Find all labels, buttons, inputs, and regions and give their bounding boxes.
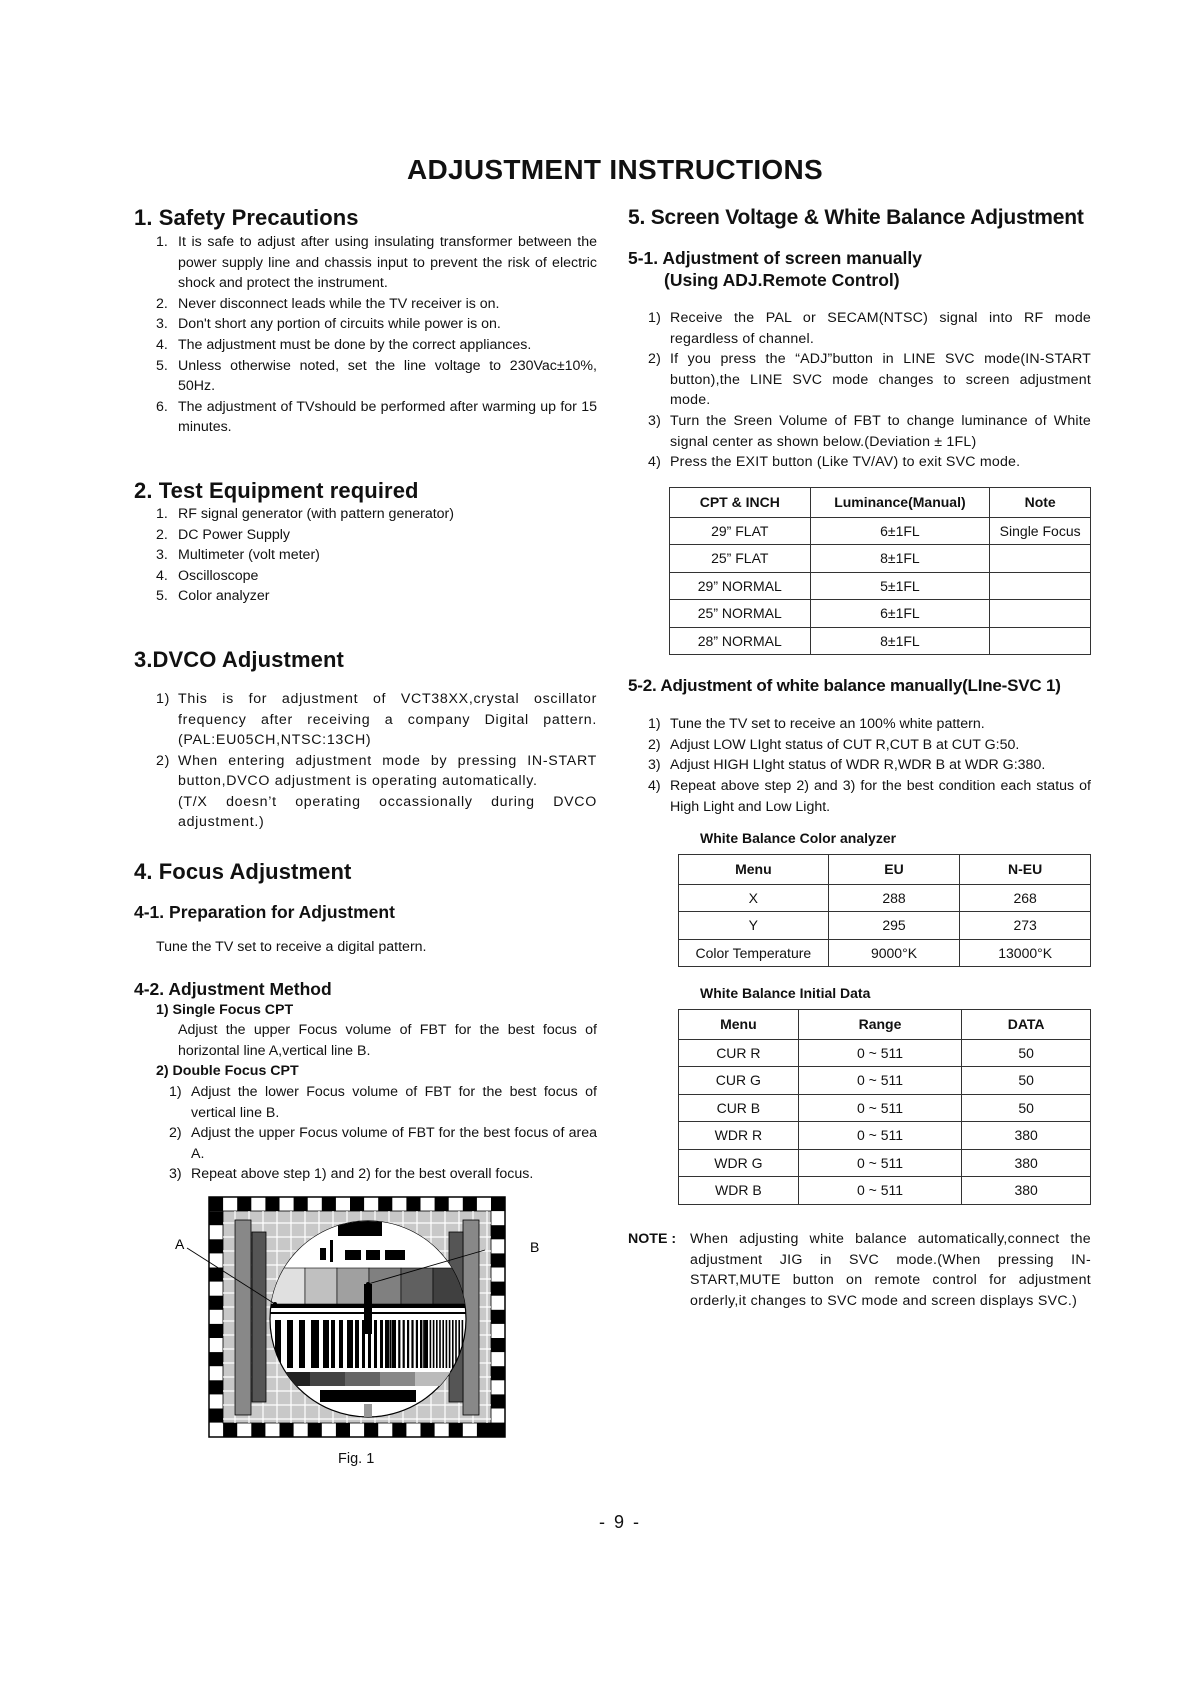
table-cell: 0 ~ 511 [798, 1122, 962, 1150]
table-header-row [679, 854, 1091, 884]
list-number: 1) [169, 1084, 182, 1101]
list-text: Adjust HIGH LIght status of WDR R,WDR B at WDR G:380. [670, 757, 1046, 774]
sub2-heading: 5-2. Adjustment of white balance manually(LIne-SVC 1) [628, 676, 1061, 696]
list-number: 1) [648, 716, 661, 733]
focus-heading: 4. Focus Adjustment [134, 859, 352, 885]
table-cell: 295 [828, 912, 960, 940]
list-text: Receive the PAL or SECAM(NTSC) signal into RF mode regardless of channel. [670, 310, 1091, 347]
list-item [648, 755, 1091, 776]
list-item [156, 232, 597, 294]
table-cell: 9000°K [828, 939, 960, 967]
table-cell: 0 ~ 511 [798, 1039, 962, 1067]
method-heading: 4-2. Adjustment Method [134, 978, 332, 999]
list-item [156, 566, 597, 587]
list-text: The adjustment of TVshould be performed after warming up for 15 minutes. [178, 398, 597, 436]
figure-caption: Fig. 1 [338, 1451, 375, 1467]
table-cell: 13000°K [960, 939, 1091, 967]
screen-heading: 5. Screen Voltage & White Balance Adjustment [628, 206, 1084, 229]
table-header-cell: Note [990, 487, 1091, 517]
list-text: When entering adjustment mode by pressing IN-START button,DVCO adjustment is operating automatically. [178, 752, 597, 790]
sub1-heading: 5-1. Adjustment of screen manually [628, 248, 923, 268]
list-number: 2) [156, 752, 171, 769]
double-focus-list [169, 1082, 597, 1185]
table-header-cell: Menu [679, 854, 829, 884]
table-header-cell: EU [828, 854, 960, 884]
white-balance-analyzer-table [678, 854, 1091, 968]
table-cell: 380 [962, 1177, 1091, 1205]
list-text: RF signal generator (with pattern generator) [178, 505, 455, 522]
table-cell: 273 [960, 912, 1091, 940]
label-a: A [175, 1236, 185, 1252]
table-row [679, 1149, 1091, 1177]
table-cell: 29” NORMAL [670, 572, 811, 600]
table-cell: 50 [962, 1067, 1091, 1095]
list-item [156, 504, 597, 525]
table-cell: 29” FLAT [670, 517, 811, 545]
right-column [628, 205, 1091, 1311]
table-header-cell: DATA [962, 1009, 1091, 1039]
list-item [648, 452, 1091, 473]
label-b: B [530, 1239, 540, 1255]
left-column [134, 205, 597, 1185]
sub1-heading-line2: (Using ADJ.Remote Control) [664, 270, 900, 290]
list-number: 1) [156, 690, 171, 707]
list-number: 2. [156, 295, 168, 312]
list-number: 5. [156, 357, 168, 374]
table-cell: WDR R [679, 1122, 799, 1150]
table-row [679, 1067, 1091, 1095]
table-header-cell: N-EU [960, 854, 1091, 884]
note-text: When adjusting white balance automatically,connect the adjustment JIG in SVC mode.(When pressing IN-START,MUTE button on remote control for adjustment orderly,it changes to SVC mode and screen displays SVC.) [690, 1230, 1091, 1309]
list-item [648, 308, 1091, 349]
table-cell: 50 [962, 1039, 1091, 1067]
list-item [648, 349, 1091, 411]
list-text: Adjust LOW LIght status of CUT R,CUT B at CUT G:50. [670, 736, 1020, 753]
list-number: 2. [156, 526, 168, 543]
list-text: Don't short any portion of circuits while power is on. [178, 316, 501, 333]
table-cell: WDR G [679, 1149, 799, 1177]
list-number: 2) [648, 736, 661, 753]
table-cell: X [679, 884, 829, 912]
table-cell: Y [679, 912, 829, 940]
list-text: It is safe to adjust after using insulating transformer between the power supply line and chassis input to prevent the risk of electric shock and protect the instrument. [178, 234, 597, 292]
table-cell: 268 [960, 884, 1091, 912]
list-number: 3. [156, 316, 168, 333]
list-item [156, 689, 597, 751]
table-row [670, 545, 1091, 573]
table-header-row [670, 487, 1091, 517]
table-header-cell: CPT & INCH [670, 487, 811, 517]
list-item [156, 397, 597, 438]
list-item [156, 314, 597, 335]
list-text: Oscilloscope [178, 567, 259, 584]
prep-heading: 4-1. Preparation for Adjustment [134, 902, 395, 923]
list-item [169, 1123, 597, 1164]
double-focus-label: 2) Double Focus CPT [156, 1063, 299, 1080]
list-text: Turn the Sreen Volume of FBT to change luminance of White signal center as shown below.(Deviation ± 1FL) [670, 412, 1091, 450]
table-cell: 8±1FL [810, 545, 990, 573]
table-cell: 6±1FL [810, 600, 990, 628]
table-cell: 50 [962, 1094, 1091, 1122]
note-block [628, 1229, 1091, 1311]
table-row [670, 627, 1091, 655]
list-text: Adjust the lower Focus volume of FBT for the best focus of vertical line B. [191, 1084, 597, 1121]
table-cell: 8±1FL [810, 627, 990, 655]
screen-steps-list [648, 308, 1091, 473]
list-number: 5. [156, 588, 168, 605]
page-title: ADJUSTMENT INSTRUCTIONS [406, 154, 824, 185]
list-item [648, 411, 1091, 452]
init-table-caption: White Balance Initial Data [700, 985, 871, 1002]
list-number: 2) [169, 1125, 182, 1142]
list-number: 2) [648, 351, 662, 368]
table-cell: 0 ~ 511 [798, 1067, 962, 1095]
list-item [156, 335, 597, 356]
list-number: 1) [648, 310, 662, 326]
list-number: 3. [156, 547, 168, 564]
table-cell: 0 ~ 511 [798, 1177, 962, 1205]
table-cell: 0 ~ 511 [798, 1149, 962, 1177]
list-text: Repeat above step 2) and 3) for the best condition each status of High Light and Low Light. [670, 778, 1091, 815]
table-cell: 5±1FL [810, 572, 990, 600]
list-text: DC Power Supply [178, 526, 290, 543]
safety-list [156, 232, 597, 438]
list-number: 3) [169, 1166, 182, 1183]
table-cell [990, 627, 1091, 655]
list-item [156, 294, 597, 315]
wb-table-caption: White Balance Color analyzer [700, 830, 897, 847]
table-cell: Color Temperature [679, 939, 829, 967]
table-header-row [679, 1009, 1091, 1039]
list-item [156, 586, 597, 607]
list-item [169, 1082, 597, 1123]
list-text: Adjust the upper Focus volume of FBT for the best focus of area A. [191, 1125, 597, 1162]
table-cell: CUR G [679, 1067, 799, 1095]
list-number: 1. [156, 234, 168, 250]
list-item [648, 714, 1091, 735]
table-cell: 380 [962, 1149, 1091, 1177]
list-item [156, 545, 597, 566]
white-balance-steps-list [648, 714, 1091, 817]
list-text: Unless otherwise noted, set the line voltage to 230Vac±10%, 50Hz. [178, 357, 597, 395]
list-number: 4. [156, 336, 168, 353]
list-item [156, 356, 597, 397]
table-row [670, 600, 1091, 628]
table-cell: 0 ~ 511 [798, 1094, 962, 1122]
list-number: 4) [648, 454, 662, 471]
list-text: Tune the TV set to receive an 100% white pattern. [670, 716, 985, 733]
table-header-cell: Menu [679, 1009, 799, 1039]
list-item [156, 751, 597, 792]
list-number: 1. [156, 505, 168, 522]
list-number: 3) [648, 412, 662, 429]
table-row [670, 572, 1091, 600]
table-cell: 288 [828, 884, 960, 912]
table-cell [990, 600, 1091, 628]
table-cell [990, 545, 1091, 573]
page-number: - 9 - [598, 1512, 641, 1532]
table-cell: Single Focus [990, 517, 1091, 545]
list-number: 3) [648, 757, 661, 774]
table-row [679, 1094, 1091, 1122]
table-row [679, 912, 1091, 940]
list-text: This is for adjustment of VCT38XX,crystal oscillator frequency after receiving a company Digital pattern.(PAL:EU05CH,NTSC:13CH) [178, 690, 597, 749]
list-text: Repeat above step 1) and 2) for the best overall focus. [191, 1166, 534, 1183]
list-number: 4) [648, 778, 661, 795]
dvco-list [156, 689, 597, 792]
prep-text: Tune the TV set to receive a digital pattern. [156, 939, 427, 956]
list-number: 4. [156, 567, 168, 584]
dvco-heading: 3.DVCO Adjustment [134, 646, 344, 672]
single-focus-text: Adjust the upper Focus volume of FBT for the best focus of horizontal line A,vertical line B. [178, 1022, 597, 1059]
table-cell: 25” FLAT [670, 545, 811, 573]
table-row [679, 1039, 1091, 1067]
equipment-list [156, 504, 597, 607]
table-cell: CUR B [679, 1094, 799, 1122]
table-cell: 28” NORMAL [670, 627, 811, 655]
list-text: The adjustment must be done by the correct appliances. [178, 336, 532, 353]
list-text: Multimeter (volt meter) [178, 547, 320, 564]
table-cell: 380 [962, 1122, 1091, 1150]
table-row [679, 939, 1091, 967]
white-balance-initial-table [678, 1009, 1091, 1205]
equipment-heading: 2. Test Equipment required [134, 477, 419, 503]
safety-heading: 1. Safety Precautions [134, 205, 359, 230]
dvco-extra: (T/X doesn’t operating occassionally during DVCO adjustment.) [178, 793, 597, 831]
table-header-cell: Luminance(Manual) [810, 487, 990, 517]
table-cell: WDR B [679, 1177, 799, 1205]
table-row [679, 1177, 1091, 1205]
list-text: Never disconnect leads while the TV receiver is on. [178, 295, 500, 312]
table-cell [990, 572, 1091, 600]
list-item [156, 525, 597, 546]
table-cell: CUR R [679, 1039, 799, 1067]
list-text: Press the EXIT button (Like TV/AV) to exit SVC mode. [670, 454, 1021, 471]
list-number: 6. [156, 398, 168, 415]
note-label: NOTE : [628, 1230, 677, 1247]
table-cell: 6±1FL [810, 517, 990, 545]
list-item [648, 735, 1091, 756]
list-item [648, 776, 1091, 817]
table-row [670, 517, 1091, 545]
list-text: Color analyzer [178, 588, 270, 605]
single-focus-label: 1) Single Focus CPT [156, 1001, 294, 1018]
list-text: If you press the “ADJ”button in LINE SVC mode(IN-START button),the LINE SVC mode changes to screen adjustment mode. [670, 351, 1091, 409]
table-header-cell: Range [798, 1009, 962, 1039]
table-row [679, 884, 1091, 912]
luminance-table [669, 487, 1091, 656]
table-cell: 25” NORMAL [670, 600, 811, 628]
table-row [679, 1122, 1091, 1150]
test-pattern-figure [175, 1192, 555, 1472]
list-item [169, 1164, 597, 1185]
